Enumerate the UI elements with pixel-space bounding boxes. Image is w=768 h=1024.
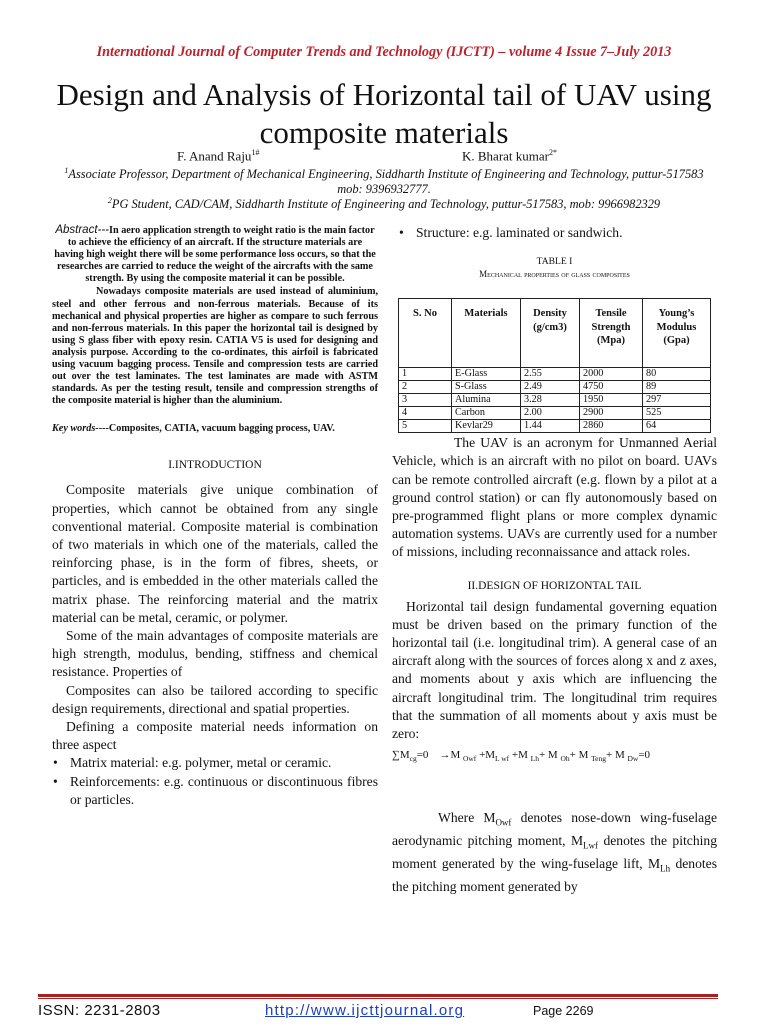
journal-url-link[interactable]: http://www.ijcttjournal.org — [265, 1002, 465, 1019]
aspect-list — [52, 754, 378, 809]
abstract — [52, 224, 378, 407]
author-2: K. Bharat kumar$^{2*}$ — [462, 148, 558, 164]
table-subcaption: Mechanical properties of glass composites — [479, 269, 630, 280]
table-row: 4 Carbon 2.00 2900 525 — [399, 407, 711, 420]
uav-paragraph: The UAV is an acronym for Unmanned Aerial Vehicle, which is an aircraft with no pilot on board. UAVs can be remote controlled aircraft (e.g. flown by a pilot at a ground control station) or can fly autonomously based on pre-programmed flight plans or more complex dynamic automation systems. UAVs are currently used for a number of missions, including reconnaissance and attack roles. — [392, 435, 717, 560]
column-header: Materials — [452, 299, 521, 368]
design-paragraph-1: Horizontal tail design fundamental governing equation must be driven based on the primary function of the horizontal tail (i.e. longitudinal trim). A general case of an aircraft along with the sources of forces along x and z axes, and moments about y axis which are influencing the aircraft longitudinal trim. The longitudinal trim requires that the summation of all moments about y axis must be zero: — [392, 598, 717, 742]
list-item: • Reinforcements: e.g. continuous or discontinuous fibres or particles. — [52, 773, 378, 809]
table-row: 3 Alumina 3.28 1950 297 — [399, 394, 711, 407]
table-row: 1 E-Glass 2.55 2000 80 — [399, 368, 711, 381]
keywords: Key words----Composites, CATIA, vacuum bagging process, UAV. — [52, 423, 335, 435]
page-footer — [0, 1001, 768, 1023]
paper-title: Design and Analysis of Horizontal tail of UAV using composite materials — [56, 77, 712, 150]
list-item: • Structure: e.g. laminated or sandwich. — [398, 224, 717, 242]
intro-paragraph-4: Defining a composite material needs information on three aspect — [52, 719, 378, 753]
abstract-label: Abstract--- — [55, 224, 110, 236]
intro-paragraph-3: Composites can also be tailored according to specific design requirements, directional and spatial properties. — [52, 682, 378, 716]
table-header-row — [399, 299, 711, 368]
issn-label: ISSN: 2231-2803 — [38, 1002, 161, 1019]
abstract-lead: In aero application strength to weight ratio is the main factor to achieve the efficiency of an aircraft. If the structure materials are having high weight there will be some performance loss occurs, so that the researches are carried to reduce the weight of the aircrafts with the same strength. By using the composite material it can be possible. — [54, 225, 376, 285]
column-header: Young’s Modulus (Gpa) — [643, 299, 711, 368]
column-header: Tensile Strength (Mpa) — [580, 299, 643, 368]
page-number: Page 2269 — [533, 1004, 594, 1018]
table-body — [399, 368, 711, 433]
design-paragraph-2: Where $M_{Owf}$ denotes nose-down wing-fuselage aerodynamic pitching moment, $M_{Lwf}$ denotes the pitching moment generated by the wing-fuselage lift, $M_{Lh}$ denotes the pitching moment generated by — [392, 810, 717, 895]
affiliation-1: $^1$Associate Professor, Department of Mechanical Engineering, Siddharth Institute of Engineering and Technology, puttur-517583 mob: 9396932777. — [64, 166, 704, 197]
footer-rule — [38, 994, 718, 997]
moment-equation: $\sum M_{cg}=0$ →M $_{Owf} +M_{L wf} +M$ $_{Lh}$+ M $_{Oh}$+ M $_{Teng}$+ M $_{Dw}$=0 — [392, 749, 651, 764]
left-column — [52, 224, 378, 809]
right-column — [392, 224, 717, 896]
affiliation-2: $^2$PG Student, CAD/CAM, Siddharth Institute of Engineering and Technology, puttur-517583, mob: 9966982329 — [107, 196, 661, 212]
table-row: 5 Kevlar29 1.44 2860 64 — [399, 420, 711, 433]
abstract-body: Nowadays composite materials are used instead of aluminium, steel and other ferrous and non-ferrous materials. Because of its mechanical and physical properties are higher as compare to such ferrous and non-ferrous materials. In this paper the horizontal tail is designed by using S glass fiber with epoxy resin. CATIA V5 is used for designing and analysis purpose. According to the co-ordinates, this airfoil is fabricated using vacuum bagging process. Tensile and compression tests are carried out over the test laminates. The test laminates are made with ASTM standards. As per the testing result, tensile and compression strengths of the composite material is higher than the aluminium. — [52, 286, 378, 407]
table-row: 2 S-Glass 2.49 4750 89 — [399, 381, 711, 394]
section-heading-introduction: I.INTRODUCTION — [168, 459, 262, 472]
journal-header: International Journal of Computer Trends and Technology (IJCTT) – volume 4 Issue 7–July 2013 — [96, 44, 672, 60]
aspect-list-continued — [398, 224, 717, 242]
authors-row — [0, 148, 768, 164]
footer-rule-thin — [38, 998, 718, 999]
intro-paragraph-2: Some of the main advantages of composite materials are high strength, modulus, bending, stiffness and chemical resistance. Properties of — [52, 628, 378, 680]
column-header: S. No — [399, 299, 452, 368]
section-heading-design: II.DESIGN OF HORIZONTAL TAIL — [467, 579, 642, 592]
author-1: F. Anand Raju$^{1\#}$ — [177, 148, 260, 164]
column-header: Density (g/cm3) — [521, 299, 580, 368]
table-caption: TABLE I — [536, 256, 573, 268]
list-item: • Matrix material: e.g. polymer, metal or ceramic. — [52, 754, 378, 772]
properties-table — [398, 298, 711, 433]
intro-paragraph-1: Composite materials give unique combination of properties, which cannot be obtained from any single conventional material. Composite material is combination of two materials in which one of the materials, called the reinforcing phase, is in the form of fibres, sheets, or particles, and is embedded in the other materials called the matrix phase. The reinforcing material and the matrix material can be metal, ceramic, or polymer. — [52, 482, 378, 625]
